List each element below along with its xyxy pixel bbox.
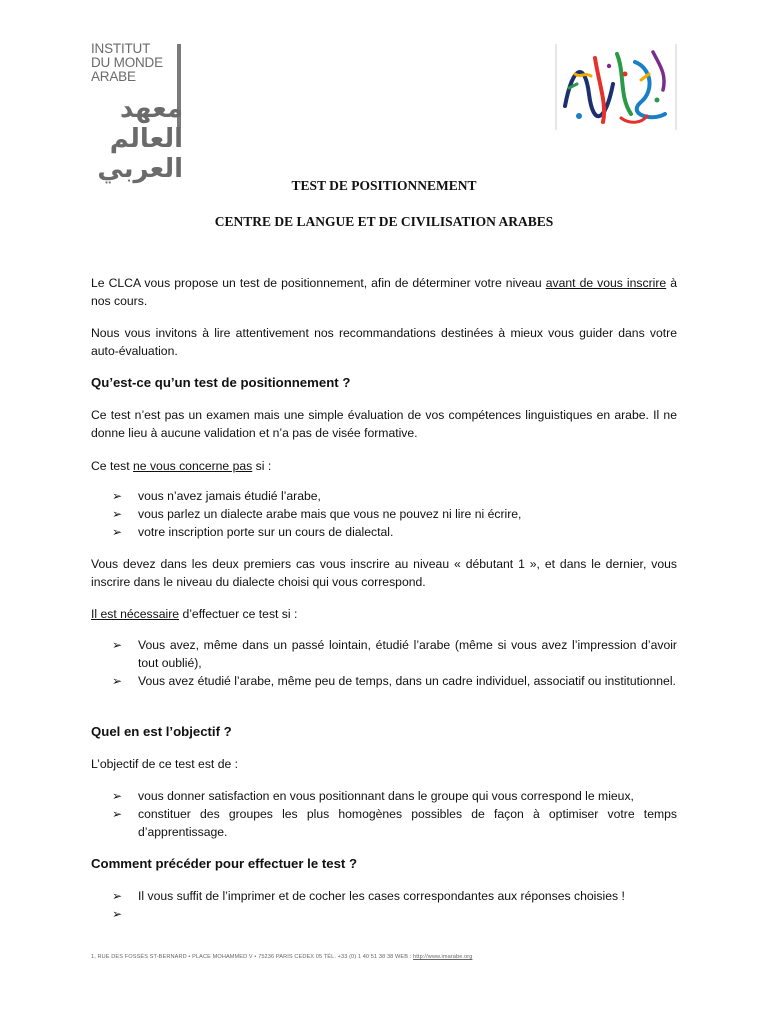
not-concerned-list xyxy=(91,487,677,541)
list-item xyxy=(91,805,677,841)
bullet-arrow-icon: ➢ xyxy=(112,889,123,903)
footer-address: 1, RUE DES FOSSÉS ST-BERNARD • PLACE MOHAMMED V • 75236 PARIS CEDEX 05 TÉL. +33 (0) 1 40 51 38 38 WEB : xyxy=(91,954,414,960)
intro-p1-after: à nos cours. xyxy=(91,276,678,308)
document-subtitle: CENTRE DE LANGUE ET DE CIVILISATION ARABES xyxy=(214,214,554,229)
objective-intro: L’objectif de ce test est de : xyxy=(91,757,239,771)
intro-p1-underline: avant de vous inscrire xyxy=(545,276,667,290)
intro-paragraph-2: Nous vous invitons à lire attentivement nos recommandations destinées à mieux vous guider dans votre auto-évaluation. xyxy=(91,326,677,358)
intro-p1-before: Le CLCA vous propose un test de positionnement, afin de déterminer votre niveau xyxy=(91,276,546,290)
list-item-text: votre inscription porte sur un cours de dialectal. xyxy=(138,525,394,539)
logo-line-1: INSTITUT xyxy=(91,41,151,56)
bullet-arrow-icon: ➢ xyxy=(112,907,123,921)
bullet-arrow-icon: ➢ xyxy=(112,638,123,652)
list-item xyxy=(91,523,677,541)
not-concerned-intro xyxy=(91,457,677,475)
section1-paragraph-1: Ce test n’est pas un examen mais une simple évaluation de vos compétences linguistiques en arabe. Il ne donne lieu à aucune validation et n’a pas de visée formative. xyxy=(91,408,677,440)
necessary-after: d’effectuer ce test si : xyxy=(179,607,298,621)
list-item-text: constituer des groupes les plus homogènes possibles de façon à optimiser votre temps d’apprentissage. xyxy=(138,807,677,839)
not-concerned-underline: ne vous concerne pas xyxy=(133,459,253,473)
necessary-underline: Il est nécessaire xyxy=(91,607,180,621)
list-item xyxy=(91,672,677,690)
intro-paragraph-1 xyxy=(91,274,677,310)
necessary-intro xyxy=(91,605,677,623)
page-footer xyxy=(91,954,472,960)
how-to-list xyxy=(91,887,677,921)
list-item xyxy=(91,487,677,505)
bullet-arrow-icon: ➢ xyxy=(112,507,123,521)
calligraphy-logo-image xyxy=(555,44,677,130)
list-item xyxy=(91,887,677,905)
list-item-text: vous n’avez jamais étudié l’arabe, xyxy=(138,489,321,503)
list-item xyxy=(91,787,677,805)
bullet-arrow-icon: ➢ xyxy=(112,489,123,503)
section1-paragraph-2: Vous devez dans les deux premiers cas vous inscrire au niveau « débutant 1 », et dans le dernier, vous inscrire dans le niveau du dialecte choisi qui vous correspond. xyxy=(91,557,677,589)
list-item-text: Vous avez étudié l’arabe, même peu de temps, dans un cadre individuel, associatif ou institutionnel. xyxy=(138,674,676,688)
section-heading-objective: Quel en est l’objectif ? xyxy=(91,724,232,739)
calligraphy-logo xyxy=(555,44,677,130)
logo-arabic-text: معهد العالم العربي xyxy=(97,94,183,184)
bullet-arrow-icon: ➢ xyxy=(112,674,123,688)
list-item xyxy=(91,636,677,672)
list-item xyxy=(91,505,677,523)
section-heading-how-to: Comment précéder pour effectuer le test ? xyxy=(91,856,358,871)
logo-line-3: ARABE xyxy=(91,69,136,84)
logo-line-2: DU MONDE xyxy=(91,55,163,70)
footer-website-link[interactable]: http://www.imarabe.org xyxy=(413,954,473,960)
section-heading-what-is: Qu’est-ce qu’un test de positionnement ? xyxy=(91,375,351,390)
list-item-text: vous donner satisfaction en vous positionnant dans le groupe qui vous correspond le mieux, xyxy=(138,789,634,803)
bullet-arrow-icon: ➢ xyxy=(112,807,123,821)
bullet-arrow-icon: ➢ xyxy=(112,525,123,539)
concerned-list xyxy=(91,636,677,690)
institut-monde-arabe-logo xyxy=(91,41,183,184)
objective-list xyxy=(91,787,677,841)
list-item-text: Il vous suffit de l’imprimer et de cocher les cases correspondantes aux réponses choisies ! xyxy=(138,889,625,903)
list-item-text: Vous avez, même dans un passé lointain, étudié l’arabe (même si vous avez l’impression d’avoir tout oublié), xyxy=(138,638,677,670)
bullet-arrow-icon: ➢ xyxy=(112,789,123,803)
list-item-text: vous parlez un dialecte arabe mais que vous ne pouvez ni lire ni écrire, xyxy=(138,507,522,521)
not-concerned-after: si : xyxy=(252,459,272,473)
not-concerned-before: Ce test xyxy=(91,459,133,473)
document-title: TEST DE POSITIONNEMENT xyxy=(291,178,477,193)
